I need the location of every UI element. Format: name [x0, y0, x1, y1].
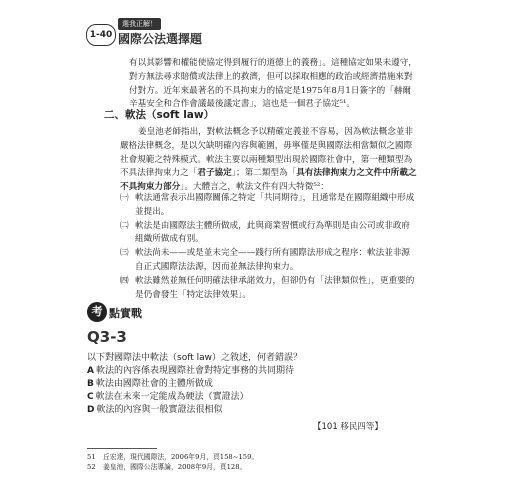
paragraph-text: 姜皇池老師指出，對軟法概念予以精確定義並不容易，因為軟法概念並非嚴格法律概念，是以欠缺明確內容與範圍，毋寧僅是與國際法相當類似之國際社會規範之特殊模式。軟法主要以兩種類型出現於國際社會中，第一種類型為不具法律拘束力之「 [120, 127, 414, 179]
item-text: 軟法雖然並無任何明確法律承諾效力，但卻仍有「法律類似性」，更重要的是仍會發生「特定法律效果」。 [135, 275, 415, 300]
emphasis-text: 君子協定 [197, 168, 232, 179]
answer-options [87, 365, 294, 417]
footnote-text: 丘宏達，現代國際法，2006年9月，頁158~159。 [103, 453, 259, 461]
section-heading: 二、軟法（soft law） [104, 109, 215, 121]
series-badge: 選我正解！ [118, 18, 161, 30]
page-header [86, 14, 386, 48]
footnote-text: 姜皇池，國際公法導論，2008年9月，頁128。 [103, 463, 247, 471]
intro-paragraph: 有以其影響和權能使協定得到履行的道德上的義務」。這種協定如果未遵守，對方無法尋求賠償或法律上的救濟，但可以採取相應的政治或經濟措施來對付對方。近年來最著名的不具拘束力的協定是1975年8月1日簽字的「赫爾辛基安全和合作會議最後議定書」，這也是一個君子協定⁵¹。 [129, 58, 417, 110]
item-text: 軟法尚未——或是並未完全——踐行所有國際法形成之程序：軟法並非源自正式國際法法源，因而並無法律拘束力。 [135, 248, 411, 272]
option-letter: A [87, 366, 94, 376]
item-number: ㈠ [120, 193, 129, 203]
emphasis-text: 具有法律拘束力之文件中所載之不具拘束力部分 [120, 168, 417, 193]
answer-option [87, 391, 294, 404]
list-item [120, 275, 418, 303]
item-text: 軟法通常表示出國際關係之特定「共同期待」，且通常是在國際組織中形成並提出。 [135, 193, 415, 217]
option-letter: D [87, 405, 95, 415]
footnote-number: 51 [87, 453, 96, 461]
answer-option [87, 378, 294, 391]
option-letter: B [87, 379, 94, 389]
footnote-divider [87, 448, 157, 449]
footnote-number: 52 [87, 463, 96, 471]
section-paragraph [120, 126, 418, 195]
list-item [120, 247, 418, 275]
option-text: 軟法的內容與一般實證法很相似 [96, 405, 223, 415]
exam-circle-icon: 考 [87, 302, 107, 322]
answer-option [87, 365, 294, 378]
answer-option [87, 404, 294, 417]
item-number: ㈢ [120, 248, 129, 259]
question-number: Q3-3 [87, 328, 127, 346]
footnotes [87, 452, 258, 472]
paragraph-text: 」。大體言之，軟法文件有四大特徵⁵²： [180, 182, 329, 193]
feature-list [120, 192, 418, 302]
question-text: 以下對國際法中軟法（soft law）之敘述，何者錯誤？ [87, 353, 302, 363]
item-text: 軟法是由國際法主體所做成，此與商業習慣或行為準則是由公司或非政府組織所做成有別。 [135, 220, 411, 245]
item-number: ㈣ [120, 275, 129, 286]
paragraph-text: 」；第二類型為「 [231, 168, 297, 179]
page-number-tab: 1-40 [86, 24, 116, 46]
footnote [87, 452, 258, 462]
exam-practice-label: 點實戰 [109, 307, 142, 320]
option-text: 軟法在未來一定能成為硬法（實證法） [95, 392, 249, 402]
question-source: 【101 移民四等】 [313, 422, 383, 432]
footnote [87, 462, 258, 472]
list-item [120, 192, 418, 220]
option-text: 軟法由國際社會的主體所做成 [95, 379, 213, 389]
list-item [120, 220, 418, 248]
option-letter: C [87, 392, 94, 402]
item-number: ㈡ [120, 220, 129, 231]
option-text: 軟法的內容係表現國際社會對特定事務的共同期待 [95, 366, 294, 376]
book-title: 國際公法選擇題 [118, 32, 203, 46]
